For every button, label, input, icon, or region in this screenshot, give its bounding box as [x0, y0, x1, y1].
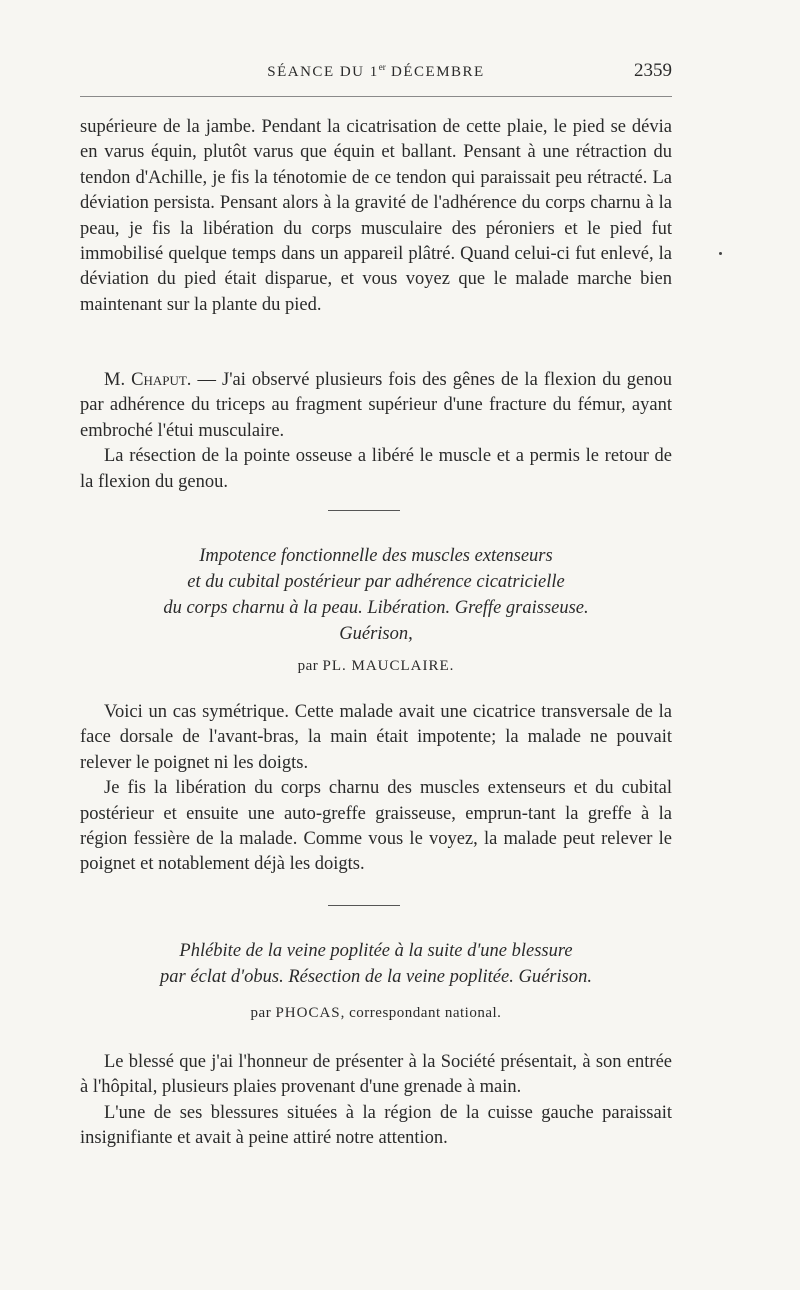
discussion-paragraph-2: La résection de la pointe osseuse a libéré le muscle et a permis le retour de la flexion du genou.: [80, 446, 672, 492]
ink-speck: [719, 252, 722, 255]
paragraph: Je fis la libération du corps charnu des muscles extenseurs et du cubital postérieur et ensuite une auto-greffe graisseuse, emprun-tant la greffe à la région fessière de la malade. Comme vous le voyez, la malade peut relever le poignet et notablement déjà les doigts.: [80, 778, 672, 875]
header-title: [80, 62, 672, 81]
article-body: [80, 700, 672, 878]
article-byline: [80, 658, 672, 675]
discussion-text: — J'ai observé plusieurs fois des gênes de la flexion du genou par adhérence du triceps au fragment supérieur d'une fracture du fémur, ayant embroché l'étui musculaire.: [80, 370, 673, 441]
paragraph: Le blessé que j'ai l'honneur de présenter à la Société présentait, à son entrée à l'hôpital, plusieurs plaies provenant d'une grenade à main.: [80, 1052, 672, 1098]
paragraph: Voici un cas symétrique. Cette malade avait une cicatrice transversale de la face dorsale de l'avant-bras, la main était impotente; la malade ne pouvait relever le poignet ni les doigts.: [80, 702, 672, 773]
continued-text: [80, 115, 672, 318]
header-title-main: SÉANCE DU 1: [267, 64, 379, 80]
author-name: PL. MAUCLAIRE.: [322, 658, 455, 674]
author-name: PHOCAS: [275, 1005, 341, 1021]
header-title-month: DÉCEMBRE: [385, 64, 485, 80]
byline-prefix: par: [250, 1005, 276, 1021]
title-line: Impotence fonctionnelle des muscles extenseurs: [199, 546, 553, 566]
header-rule: [80, 96, 672, 97]
title-line: Guérison,: [339, 624, 413, 644]
article-title: [80, 938, 672, 990]
discussion: [80, 368, 672, 495]
page-number: 2359: [634, 60, 672, 81]
paragraph: supérieure de la jambe. Pendant la cicatrisation de cette plaie, le pied se dévia en varus équin, plutôt varus que équin et ballant. Pensant à une rétraction du tendon d'Achille, je fis la ténotomie de ce tendon qui paraissait peu rétracté. La déviation persista. Pensant alors à la gravité de l'adhérence du corps charnu à la peau, je fis la libération du corps musculaire des péroniers et le pied fut immobilisé quelque temps dans un appareil plâtré. Quand celui-ci fut enlevé, la déviation du pied était disparue, et vous voyez que le malade marche bien maintenant sur la plante du pied.: [80, 117, 672, 315]
title-line: par éclat d'obus. Résection de la veine poplitée. Guérison.: [160, 967, 592, 987]
section-separator: [328, 905, 400, 906]
article-title: [80, 543, 672, 647]
article-body: [80, 1050, 672, 1152]
running-header: [80, 60, 672, 86]
title-line: Phlébite de la veine poplitée à la suite d'une blessure: [179, 941, 573, 961]
section-separator: [328, 510, 400, 511]
discussion-paragraph: [80, 368, 672, 444]
paragraph: L'une de ses blessures situées à la région de la cuisse gauche paraissait insignifiante et avait à peine attiré notre attention.: [80, 1102, 672, 1149]
title-line: et du cubital postérieur par adhérence cicatricielle: [187, 572, 565, 592]
byline-suffix: , correspondant national.: [340, 1005, 502, 1021]
byline-prefix: par: [297, 658, 323, 674]
title-line: du corps charnu à la peau. Libération. Greffe graisseuse.: [163, 598, 589, 618]
header-title-sup: er: [378, 62, 386, 72]
article-byline: [80, 1005, 672, 1022]
speaker-name: M. Chaput.: [104, 370, 192, 390]
